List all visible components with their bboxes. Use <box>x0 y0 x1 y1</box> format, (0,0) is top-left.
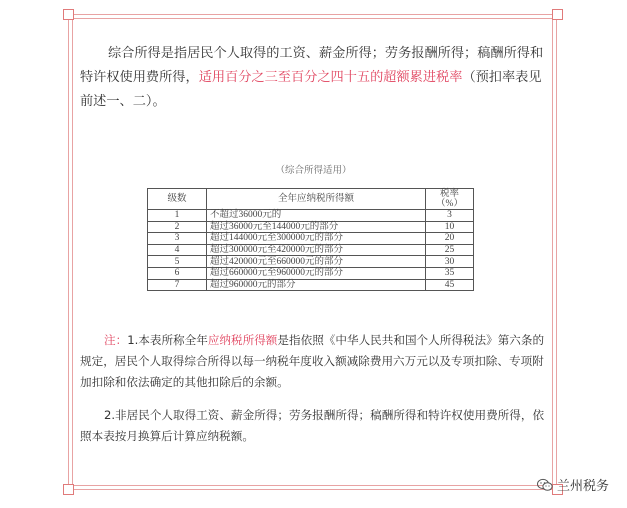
row-level: 4 <box>148 244 207 256</box>
table-row <box>148 244 474 256</box>
row-level: 7 <box>148 279 207 291</box>
row-rate: 20 <box>426 233 474 245</box>
header-amount: 全年应纳税所得额 <box>207 189 426 210</box>
note1-text-b: 是指依照《中华人民共和国个人所得税法》第六条的规定，居民个人取得综合所得以每一纳税年度收入额减除费用六万元以及专项扣除、专项附加扣除和依法确定的其他扣除后的余额。 <box>80 333 545 389</box>
row-rate: 10 <box>426 221 474 233</box>
note-1 <box>80 330 546 393</box>
frame-corner-top-left <box>63 9 74 20</box>
row-amount: 超过660000元至960000元的部分 <box>207 267 426 279</box>
intro-paragraph <box>80 42 544 114</box>
row-amount: 超过300000元至420000元的部分 <box>207 244 426 256</box>
table-row <box>148 279 474 291</box>
table-header-row <box>148 189 474 210</box>
row-amount: 超过420000元至660000元的部分 <box>207 256 426 268</box>
note1-text-a: 1.本表所称全年 <box>127 333 208 347</box>
row-amount: 超过960000元的部分 <box>207 279 426 291</box>
tax-rate-table <box>147 188 474 291</box>
table-row <box>148 233 474 245</box>
table-row <box>148 256 474 268</box>
intro-highlight: 适用百分之三至百分之四十五的超额累进税率 <box>198 70 463 85</box>
table-row <box>148 221 474 233</box>
note-prefix: 注： <box>104 333 128 347</box>
frame-corner-top-right <box>552 9 563 20</box>
row-rate: 45 <box>426 279 474 291</box>
row-level: 2 <box>148 221 207 233</box>
note2-text: 2.非居民个人取得工资、薪金所得；劳务报酬所得；稿酬所得和特许权使用费所得，依照本表按月换算后计算应纳税额。 <box>80 408 545 443</box>
row-rate: 35 <box>426 267 474 279</box>
row-amount: 超过144000元至300000元的部分 <box>207 233 426 245</box>
row-level: 5 <box>148 256 207 268</box>
table-caption: （综合所得适用） <box>275 165 352 176</box>
table-row <box>148 267 474 279</box>
watermark-label: 兰州税务 <box>556 479 609 494</box>
row-rate: 3 <box>426 210 474 222</box>
row-rate: 25 <box>426 244 474 256</box>
row-level: 1 <box>148 210 207 222</box>
watermark <box>537 475 609 494</box>
frame-corner-bottom-left <box>63 484 74 495</box>
header-level: 级数 <box>148 189 207 210</box>
row-amount: 不超过36000元的 <box>207 210 426 222</box>
header-rate: 税率（%） <box>426 189 474 210</box>
row-level: 6 <box>148 267 207 279</box>
wechat-icon <box>537 478 553 492</box>
note1-highlight: 应纳税所得额 <box>207 333 278 347</box>
row-amount: 超过36000元至144000元的部分 <box>207 221 426 233</box>
note-2 <box>80 405 546 447</box>
row-rate: 30 <box>426 256 474 268</box>
intro-text-before: 综合所得是指居民个人取得的工资、薪金所得；劳务报酬所得；稿酬所得和特许权使用费所得， <box>80 46 544 85</box>
table-row <box>148 210 474 222</box>
intro-text-after: （预扣率表见前述一、二）。 <box>80 70 542 109</box>
row-level: 3 <box>148 233 207 245</box>
